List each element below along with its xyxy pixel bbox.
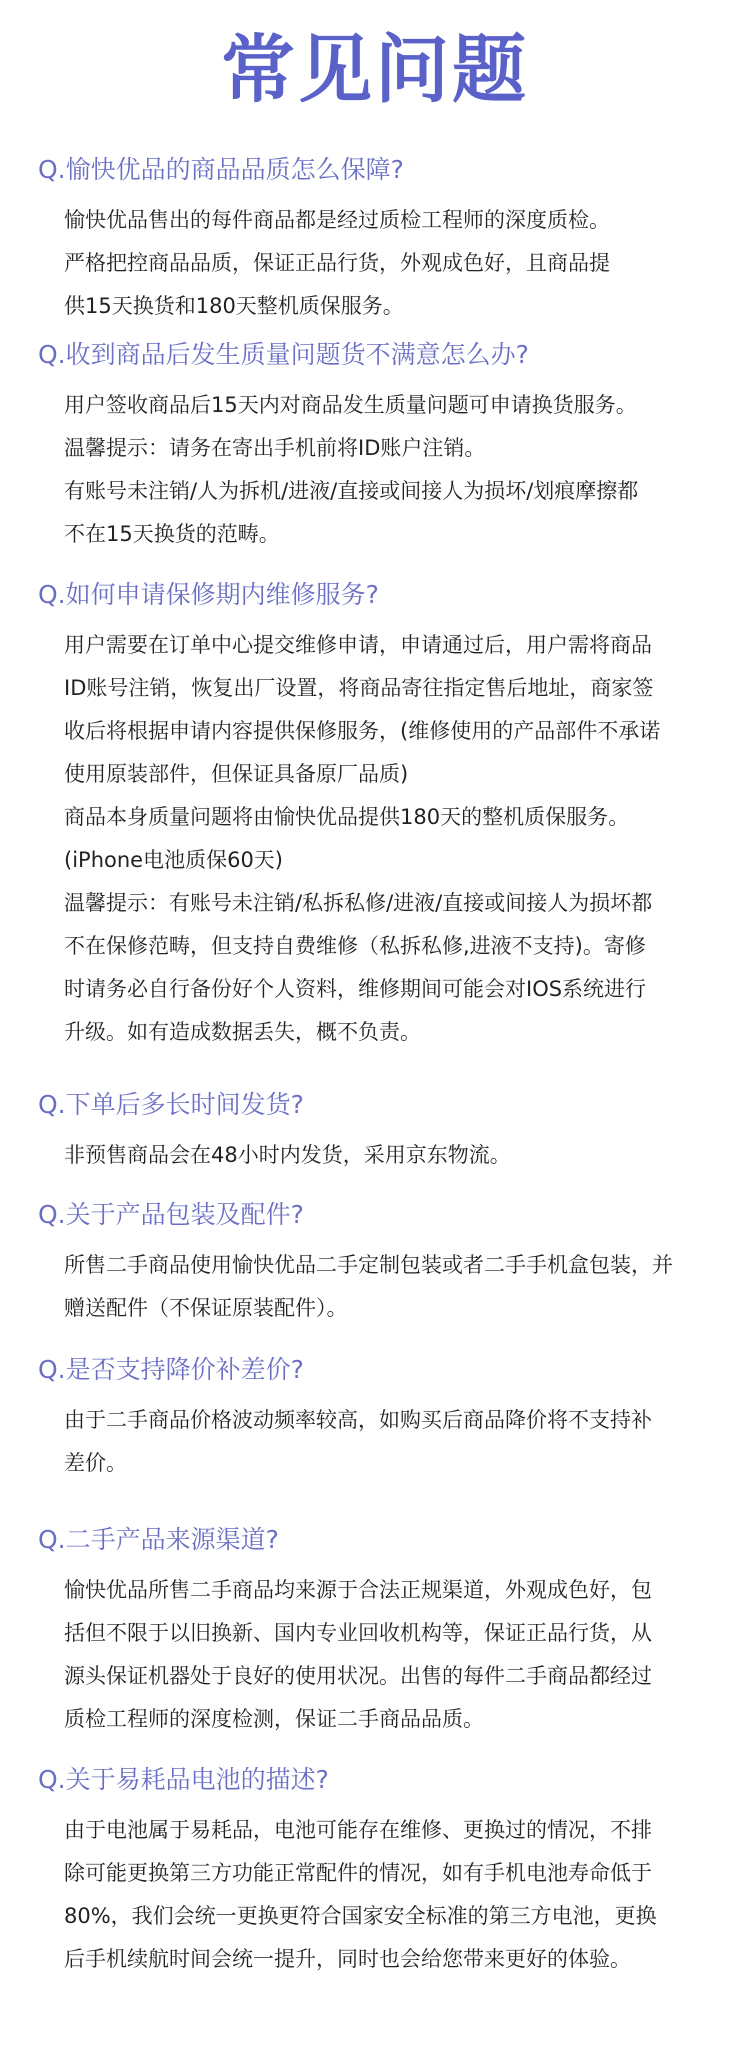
faq-question: Q.下单后多长时间发货? — [38, 1090, 304, 1119]
faq-answer-line: 80%，我们会统一更换更符合国家安全标准的第三方电池，更换 — [64, 1904, 657, 1928]
faq-item — [0, 335, 750, 556]
faq-answer — [0, 1569, 750, 1741]
faq-item — [0, 1520, 750, 1741]
faq-question: Q.关于产品包装及配件? — [38, 1200, 304, 1229]
faq-answer-line: 差价。 — [64, 1451, 127, 1475]
faq-answer-line: 用户签收商品后15天内对商品发生质量问题可申请换货服务。 — [64, 393, 637, 417]
faq-answer — [0, 624, 750, 1054]
faq-item — [0, 150, 750, 328]
faq-answer — [0, 1244, 750, 1330]
faq-answer-line: 温馨提示：请务在寄出手机前将ID账户注销。 — [64, 436, 486, 460]
faq-answer-line: 温馨提示：有账号未注销/私拆私修/进液/直接或间接人为损坏都 — [64, 891, 653, 915]
faq-answer-line: 不在保修范畴，但支持自费维修（私拆私修,进液不支持)。寄修 — [64, 934, 646, 958]
faq-answer-line: 供15天换货和180天整机质保服务。 — [64, 294, 404, 318]
faq-answer — [0, 384, 750, 556]
faq-answer-line: 商品本身质量问题将由愉快优品提供180天的整机质保服务。 — [64, 805, 630, 829]
faq-answer-line: 后手机续航时间会统一提升，同时也会给您带来更好的体验。 — [64, 1947, 631, 1971]
faq-item — [0, 1085, 750, 1177]
faq-item — [0, 1195, 750, 1330]
faq-answer-line: 由于二手商品价格波动频率较高，如购买后商品降价将不支持补 — [64, 1408, 652, 1432]
faq-answer-line: 源头保证机器处于良好的使用状况。出售的每件二手商品都经过 — [64, 1664, 652, 1688]
faq-answer-line: 除可能更换第三方功能正常配件的情况，如有手机电池寿命低于 — [64, 1861, 652, 1885]
faq-answer-line: 括但不限于以旧换新、国内专业回收机构等，保证正品行货，从 — [64, 1621, 652, 1645]
faq-question: Q.是否支持降价补差价? — [38, 1355, 304, 1384]
faq-question: Q.关于易耗品电池的描述? — [38, 1765, 329, 1794]
faq-answer-line: 用户需要在订单中心提交维修申请，申请通过后，用户需将商品 — [64, 633, 652, 657]
faq-answer — [0, 199, 750, 328]
faq-answer-line: ID账号注销，恢复出厂设置，将商品寄往指定售后地址，商家签 — [64, 676, 654, 700]
faq-answer-line: 使用原装部件，但保证具备原厂品质) — [64, 762, 409, 786]
faq-question: Q.如何申请保修期内维修服务? — [38, 580, 379, 609]
faq-item — [0, 575, 750, 1054]
faq-answer — [0, 1399, 750, 1485]
faq-answer-line: 不在15天换货的范畴。 — [64, 522, 280, 546]
faq-answer-line: 赠送配件（不保证原装配件）。 — [64, 1296, 348, 1320]
faq-answer-line: (iPhone电池质保60天) — [64, 848, 283, 872]
faq-answer-line: 质检工程师的深度检测，保证二手商品品质。 — [64, 1707, 484, 1731]
faq-question: Q.愉快优品的商品品质怎么保障? — [38, 155, 404, 184]
faq-item — [0, 1350, 750, 1485]
faq-answer-line: 所售二手商品使用愉快优品二手定制包装或者二手手机盒包装，并 — [64, 1253, 673, 1277]
faq-answer-line: 由于电池属于易耗品，电池可能存在维修、更换过的情况，不排 — [64, 1818, 652, 1842]
faq-answer-line: 时请务必自行备份好个人资料，维修期间可能会对IOS系统进行 — [64, 977, 647, 1001]
faq-answer-line: 严格把控商品品质，保证正品行货，外观成色好，且商品提 — [64, 251, 610, 275]
faq-answer-line: 有账号未注销/人为拆机/进液/直接或间接人为损坏/划痕摩擦都 — [64, 479, 639, 503]
faq-question: Q.二手产品来源渠道? — [38, 1525, 279, 1554]
page-title: 常见问题 — [221, 27, 529, 113]
faq-answer-line: 升级。如有造成数据丢失，概不负责。 — [64, 1020, 421, 1044]
faq-item — [0, 1760, 750, 1981]
faq-answer — [0, 1809, 750, 1981]
faq-answer — [0, 1134, 750, 1177]
faq-answer-line: 愉快优品所售二手商品均来源于合法正规渠道，外观成色好，包 — [64, 1578, 652, 1602]
faq-question: Q.收到商品后发生质量问题货不满意怎么办? — [38, 340, 529, 369]
faq-answer-line: 非预售商品会在48小时内发货，采用京东物流。 — [64, 1143, 511, 1167]
faq-answer-line: 收后将根据申请内容提供保修服务，(维修使用的产品部件不承诺 — [64, 719, 661, 743]
faq-answer-line: 愉快优品售出的每件商品都是经过质检工程师的深度质检。 — [64, 208, 610, 232]
